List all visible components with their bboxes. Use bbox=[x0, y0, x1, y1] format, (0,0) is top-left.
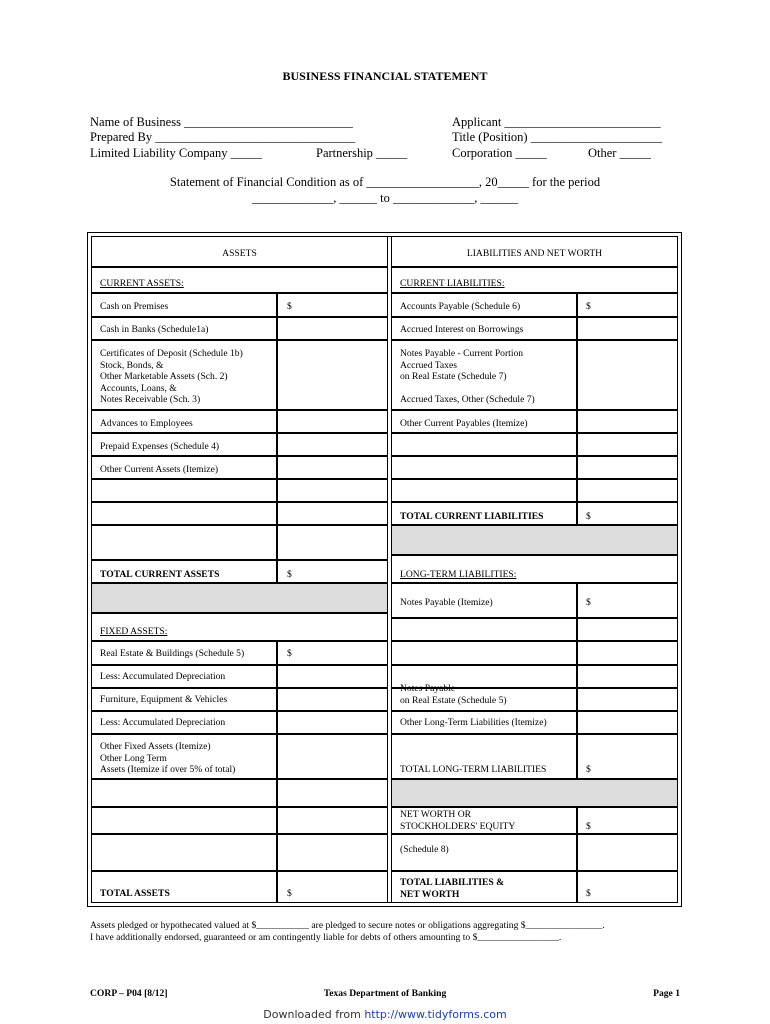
less-depreciation-1-amount[interactable] bbox=[277, 665, 388, 688]
cash-on-premises-amount[interactable] bbox=[277, 293, 388, 317]
other-current-payables-amount[interactable] bbox=[577, 410, 678, 433]
notes-payable-current-amount[interactable] bbox=[577, 340, 678, 410]
cash-in-banks-amount[interactable] bbox=[277, 317, 388, 340]
certificates-amount[interactable] bbox=[277, 340, 388, 410]
right-blank-cell[interactable] bbox=[391, 641, 577, 665]
notes-payable-re-amount[interactable] bbox=[577, 688, 678, 711]
total-current-assets-label: TOTAL CURRENT ASSETS bbox=[100, 569, 220, 580]
cash-on-premises-label: Cash on Premises bbox=[100, 301, 169, 312]
advances-amount[interactable] bbox=[277, 410, 388, 433]
less-depreciation-1-label: Less: Accumulated Depreciation bbox=[100, 671, 226, 682]
net-worth-amount[interactable] bbox=[577, 807, 678, 834]
total-lt-liabilities-label: TOTAL LONG-TERM LIABILITIES bbox=[400, 764, 547, 775]
prepaid-label: Prepaid Expenses (Schedule 4) bbox=[100, 441, 220, 452]
llc-field[interactable]: Limited Liability Company _____ bbox=[90, 146, 262, 160]
less-depreciation-2-label: Less: Accumulated Depreciation bbox=[100, 717, 226, 728]
current-liabilities-heading: CURRENT LIABILITIES: bbox=[400, 278, 505, 289]
long-term-liabilities-heading: LONG-TERM LIABILITIES: bbox=[400, 569, 517, 580]
advances-label: Advances to Employees bbox=[100, 418, 193, 429]
form-id: CORP – P04 [8/12] bbox=[90, 988, 168, 999]
tidyforms-link[interactable]: http://www.tidyforms.com bbox=[364, 1008, 507, 1021]
shaded-separator bbox=[91, 583, 388, 613]
other-current-assets-amount[interactable] bbox=[277, 456, 388, 479]
dollar-sign: $ bbox=[287, 648, 292, 659]
dollar-sign: $ bbox=[586, 511, 591, 522]
net-worth-label: NET WORTH OR STOCKHOLDERS' EQUITY bbox=[400, 809, 516, 832]
title-position-field[interactable]: Title (Position) _____________________ bbox=[452, 130, 662, 144]
schedule8-amount[interactable] bbox=[577, 834, 678, 871]
accounts-payable-label: Accounts Payable (Schedule 6) bbox=[400, 301, 521, 312]
endorsed-note[interactable]: I have additionally endorsed, guaranteed or am contingently liable for debts of others amounting to $_________________. bbox=[90, 932, 562, 943]
left-blank-cell[interactable] bbox=[91, 834, 277, 871]
dollar-sign: $ bbox=[287, 888, 292, 899]
accounts-payable-amount[interactable] bbox=[577, 293, 678, 317]
left-blank-amount[interactable] bbox=[277, 502, 388, 525]
left-blank-cell[interactable] bbox=[91, 479, 277, 502]
real-estate-amount[interactable] bbox=[277, 641, 388, 665]
left-blank-amount[interactable] bbox=[277, 834, 388, 871]
dollar-sign: $ bbox=[586, 888, 591, 899]
less-depreciation-2-amount[interactable] bbox=[277, 711, 388, 734]
shaded-separator bbox=[391, 779, 678, 807]
right-blank-amount[interactable] bbox=[577, 665, 678, 688]
cash-in-banks-label: Cash in Banks (Schedule1a) bbox=[100, 324, 209, 335]
furniture-amount[interactable] bbox=[277, 688, 388, 711]
real-estate-label: Real Estate & Buildings (Schedule 5) bbox=[100, 648, 245, 659]
other-fixed-label: Other Fixed Assets (Itemize) Other Long Term Assets (Itemize if over 5% of total) bbox=[100, 741, 236, 775]
prepaid-amount[interactable] bbox=[277, 433, 388, 456]
dollar-sign: $ bbox=[586, 597, 591, 608]
other-field[interactable]: Other _____ bbox=[588, 146, 651, 160]
agency-name: Texas Department of Banking bbox=[323, 988, 447, 999]
total-assets-label: TOTAL ASSETS bbox=[100, 888, 170, 899]
total-current-liabilities-label: TOTAL CURRENT LIABILITIES bbox=[400, 511, 544, 522]
name-of-business-field[interactable]: Name of Business ___________________________ bbox=[90, 115, 353, 129]
notes-payable-itemize-label: Notes Payable (Itemize) bbox=[400, 597, 493, 608]
download-prefix: Downloaded from bbox=[263, 1008, 365, 1021]
other-current-payables-label: Other Current Payables (Itemize) bbox=[400, 418, 528, 429]
left-blank-amount[interactable] bbox=[277, 525, 388, 560]
left-blank-amount[interactable] bbox=[277, 479, 388, 502]
prepared-by-field[interactable]: Prepared By ________________________________ bbox=[90, 130, 356, 144]
statement-line-2[interactable]: _____________, ______ to _____________, ______ bbox=[252, 191, 518, 205]
right-blank-cell[interactable] bbox=[391, 618, 577, 641]
pledged-note[interactable]: Assets pledged or hypothecated valued at $___________ are pledged to secure notes or obligations aggregating $________________. bbox=[90, 920, 605, 931]
right-blank-amount[interactable] bbox=[577, 479, 678, 502]
total-liab-net-worth-label: TOTAL LIABILITIES & NET WORTH bbox=[400, 877, 505, 900]
notes-payable-current-label: Notes Payable - Current Portion Accrued Taxes on Real Estate (Schedule 7) Accrued Taxes, Other (Schedule 7) bbox=[400, 348, 535, 405]
furniture-label: Furniture, Equipment & Vehicles bbox=[100, 694, 228, 705]
right-blank-amount[interactable] bbox=[577, 641, 678, 665]
left-blank-amount[interactable] bbox=[277, 807, 388, 834]
left-blank-cell[interactable] bbox=[91, 525, 277, 560]
certificates-label: Certificates of Deposit (Schedule 1b) Stock, Bonds, & Other Marketable Assets (Sch. 2) Accounts, Loans, & Notes Receivable (Sch. 3) bbox=[100, 348, 243, 405]
page-number: Page 1 bbox=[653, 988, 680, 999]
left-blank-cell[interactable] bbox=[91, 779, 277, 807]
right-blank-cell[interactable] bbox=[391, 479, 577, 502]
other-current-assets-label: Other Current Assets (Itemize) bbox=[100, 464, 219, 475]
accrued-interest-amount[interactable] bbox=[577, 317, 678, 340]
total-current-assets-amount[interactable] bbox=[277, 560, 388, 583]
right-blank-amount[interactable] bbox=[577, 618, 678, 641]
notes-payable-re-label: Notes Payable on Real Estate (Schedule 5) bbox=[400, 683, 507, 706]
download-notice bbox=[0, 1008, 770, 1021]
total-lt-liabilities-amount[interactable] bbox=[577, 734, 678, 779]
other-fixed-amount[interactable] bbox=[277, 734, 388, 779]
right-blank-amount[interactable] bbox=[577, 433, 678, 456]
notes-payable-itemize-amount[interactable] bbox=[577, 583, 678, 618]
statement-line-1[interactable]: Statement of Financial Condition as of __________________, 20_____ for the period bbox=[169, 175, 601, 189]
partnership-field[interactable]: Partnership _____ bbox=[316, 146, 408, 160]
right-blank-amount[interactable] bbox=[577, 456, 678, 479]
applicant-field[interactable]: Applicant _________________________ bbox=[452, 115, 661, 129]
total-assets-amount[interactable] bbox=[277, 871, 388, 903]
right-blank-cell[interactable] bbox=[391, 433, 577, 456]
schedule8-label: (Schedule 8) bbox=[400, 844, 449, 855]
dollar-sign: $ bbox=[586, 301, 591, 312]
total-liab-net-worth-amount[interactable] bbox=[577, 871, 678, 903]
fixed-assets-heading: FIXED ASSETS: bbox=[100, 626, 168, 637]
current-assets-heading: CURRENT ASSETS: bbox=[100, 278, 184, 289]
left-blank-cell[interactable] bbox=[91, 502, 277, 525]
shaded-separator bbox=[391, 525, 678, 555]
corporation-field[interactable]: Corporation _____ bbox=[452, 146, 547, 160]
liabilities-header: LIABILITIES AND NET WORTH bbox=[466, 248, 603, 259]
dollar-sign: $ bbox=[287, 569, 292, 580]
right-blank-cell[interactable] bbox=[391, 456, 577, 479]
other-lt-liabilities-label: Other Long-Term Liabilities (Itemize) bbox=[400, 717, 547, 728]
page-title: BUSINESS FINANCIAL STATEMENT bbox=[282, 69, 488, 83]
total-current-liabilities-amount[interactable] bbox=[577, 502, 678, 525]
assets-header: ASSETS bbox=[222, 248, 257, 259]
left-blank-cell[interactable] bbox=[91, 807, 277, 834]
dollar-sign: $ bbox=[586, 821, 591, 832]
dollar-sign: $ bbox=[586, 764, 591, 775]
left-blank-amount[interactable] bbox=[277, 779, 388, 807]
accrued-interest-label: Accrued Interest on Borrowings bbox=[400, 324, 524, 335]
dollar-sign: $ bbox=[287, 301, 292, 312]
other-lt-liabilities-amount[interactable] bbox=[577, 711, 678, 734]
